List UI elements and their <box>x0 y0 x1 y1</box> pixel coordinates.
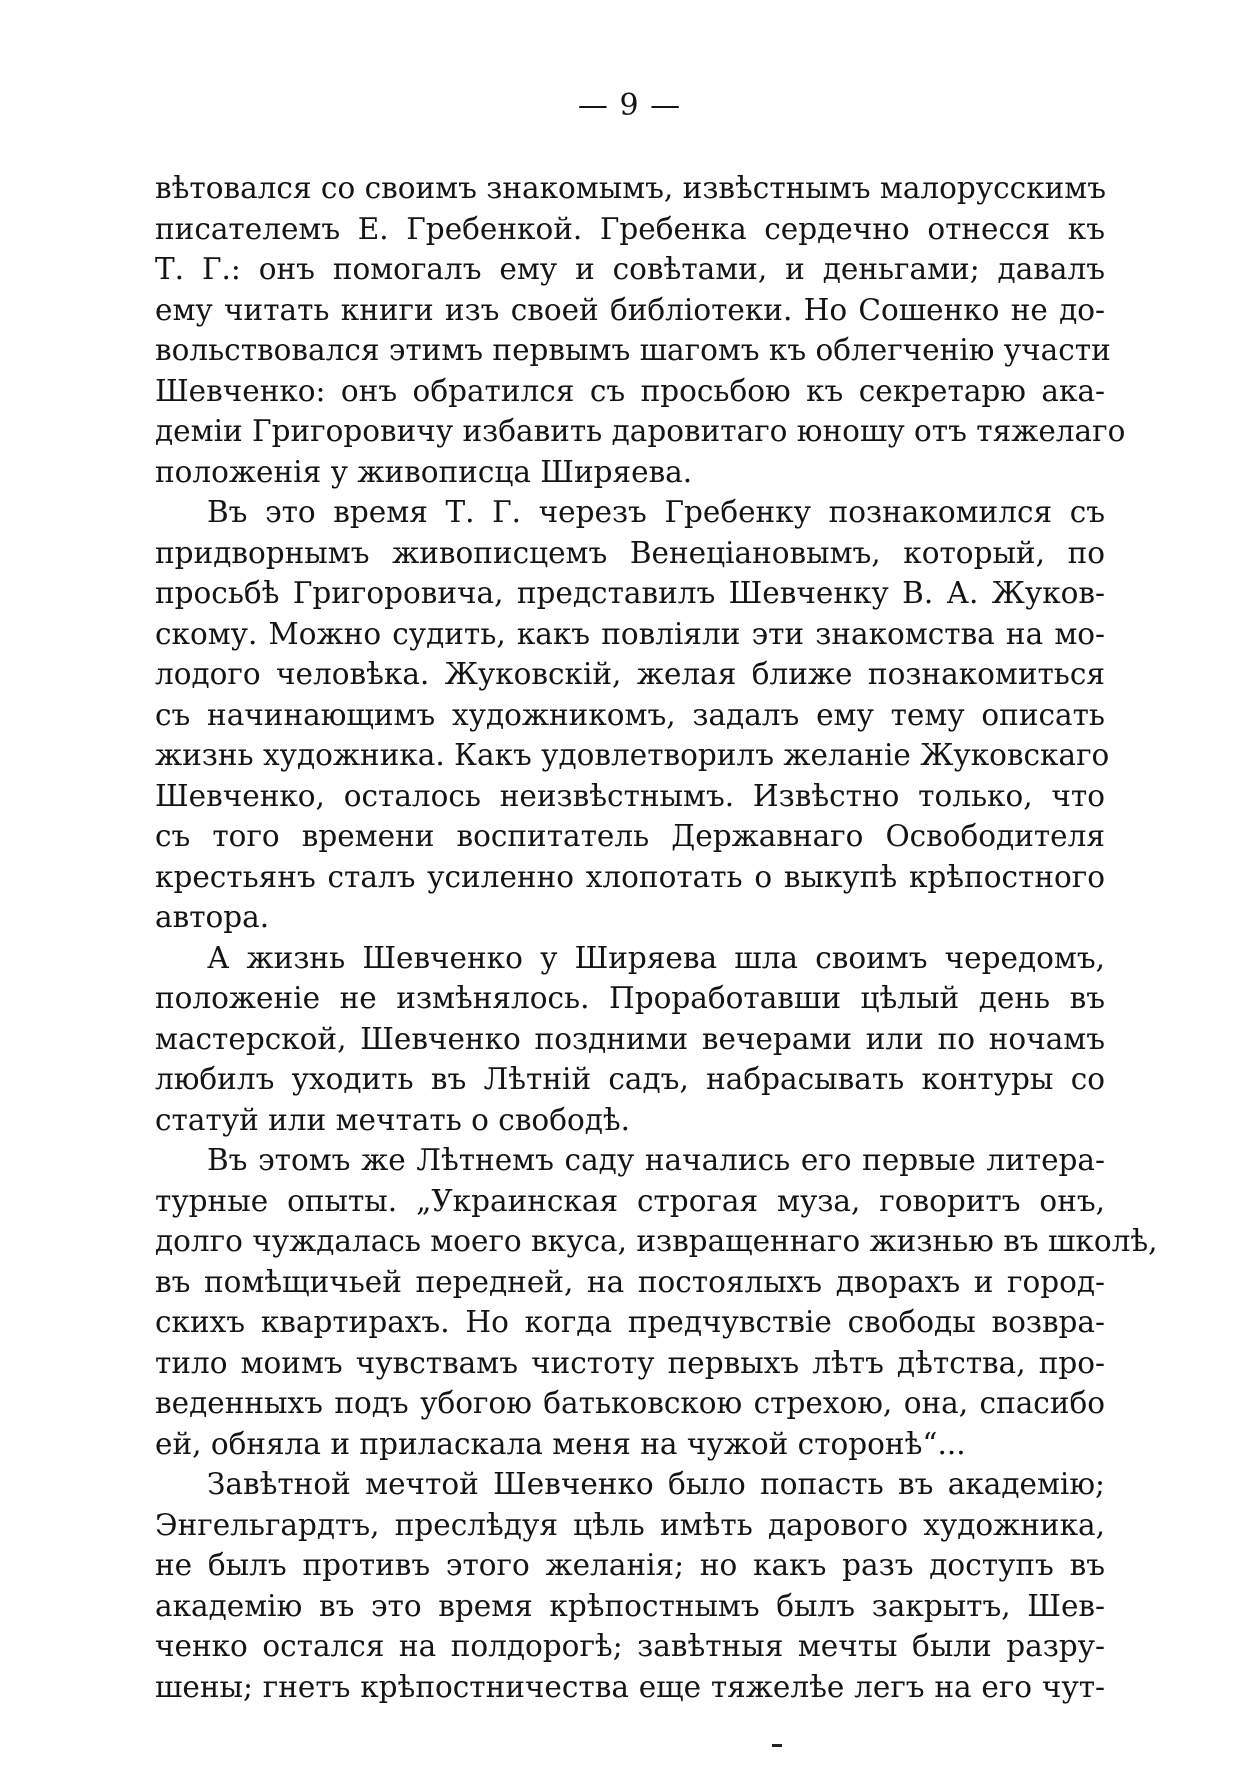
text-line: положенія у живописца Ширяева. <box>155 454 693 489</box>
text-line: вольствовался этимъ первымъ шагомъ къ облегченію участи <box>155 333 1111 367</box>
text-line: веденныхъ подъ убогою батьковскою стрехою, она, спасибо <box>155 1386 1105 1420</box>
text-line: писателемъ Е. Гребенкой. Гребенка сердечно отнесся къ <box>155 211 1105 246</box>
text-line: статуй или мечтать о свободѣ. <box>155 1102 631 1137</box>
text-line: скихъ квартирахъ. Но когда предчувствіе свободы возвра- <box>155 1305 1105 1339</box>
text-line: долго чуждалась моего вкуса, извращеннаго жизнью въ школѣ, <box>155 1224 1158 1258</box>
paragraph <box>155 938 1105 1141</box>
text-line: ченко остался на полдорогѣ; завѣтныя мечты были разру- <box>155 1629 1105 1663</box>
paragraph <box>155 168 1126 492</box>
text-line: положеніе не измѣнялось. Проработавши цѣлый день въ <box>155 981 1105 1015</box>
text-line: въ помѣщичьей передней, на постоялыхъ дворахъ и город- <box>155 1264 1105 1299</box>
text-line: Энгельгардтъ, преслѣдуя цѣль имѣть дарового художника, <box>155 1507 1105 1542</box>
paragraph <box>155 492 1110 938</box>
text-line: съ начинающимъ художникомъ, задалъ ему тему описать <box>155 697 1105 732</box>
text-line: академію въ это время крѣпостнымъ былъ закрытъ, Шев- <box>155 1588 1105 1623</box>
text-line: Въ этомъ же Лѣтнемъ саду начались его первые литера- <box>207 1143 1105 1177</box>
text-line: крестьянъ сталъ усиленно хлопотать о выкупѣ крѣпостного <box>155 859 1105 894</box>
text-line: мастерской, Шевченко поздними вечерами или по ночамъ <box>155 1021 1105 1056</box>
text-line: Завѣтной мечтой Шевченко было попасть въ академію; <box>207 1467 1105 1501</box>
text-line: любилъ уходить въ Лѣтній садъ, набрасывать контуры со <box>155 1062 1105 1096</box>
text-line: ей, обняла и приласкала меня на чужой сторонѣ“... <box>155 1426 966 1461</box>
footer-dash-mark <box>772 1744 782 1747</box>
text-line: Въ это время Т. Г. черезъ Гребенку познакомился съ <box>207 495 1105 529</box>
text-line: тило моимъ чувствамъ чистоту первыхъ лѣтъ дѣтства, про- <box>155 1345 1105 1380</box>
text-line: ему читать книги изъ своей библіотеки. Но Сошенко не до- <box>155 292 1105 327</box>
text-line: турные опыты. „Украинская строгая муза, говоритъ онъ, <box>155 1183 1105 1218</box>
text-line: придворнымъ живописцемъ Венеціановымъ, который, по <box>155 535 1105 570</box>
text-line: А жизнь Шевченко у Ширяева шла своимъ чередомъ, <box>207 940 1105 975</box>
page-number: — 9 — <box>577 88 682 123</box>
text-line: просьбѣ Григоровича, представилъ Шевченку В. А. Жуков- <box>155 576 1105 610</box>
paragraph <box>155 1140 1158 1464</box>
text-line: деміи Григоровичу избавить даровитаго юношу отъ тяжелаго <box>155 414 1126 448</box>
text-line: скому. Можно судить, какъ повліяли эти знакомства на мо- <box>155 616 1105 651</box>
text-line: съ того времени воспитатель Державнаго Освободителя <box>155 819 1105 853</box>
text-line: автора. <box>155 900 270 934</box>
text-line: вѣтовался со своимъ знакомымъ, извѣстнымъ малорусскимъ <box>155 171 1107 205</box>
paragraph <box>155 1464 1105 1707</box>
text-line: лодого человѣка. Жуковскій, желая ближе познакомиться <box>155 657 1105 691</box>
text-line: шены; гнетъ крѣпостничества еще тяжелѣе легъ на его чут- <box>155 1669 1105 1704</box>
text-line: не былъ противъ этого желанія; но какъ разъ доступъ въ <box>155 1548 1105 1582</box>
text-line: Шевченко: онъ обратился съ просьбою къ секретарю ака- <box>155 373 1105 408</box>
text-line: жизнь художника. Какъ удовлетворилъ желаніе Жуковскаго <box>155 738 1110 772</box>
body-text <box>155 168 1158 1707</box>
text-line: Шевченко, осталось неизвѣстнымъ. Извѣстно только, что <box>155 778 1105 813</box>
text-line: Т. Г.: онъ помогалъ ему и совѣтами, и деньгами; давалъ <box>155 252 1105 286</box>
